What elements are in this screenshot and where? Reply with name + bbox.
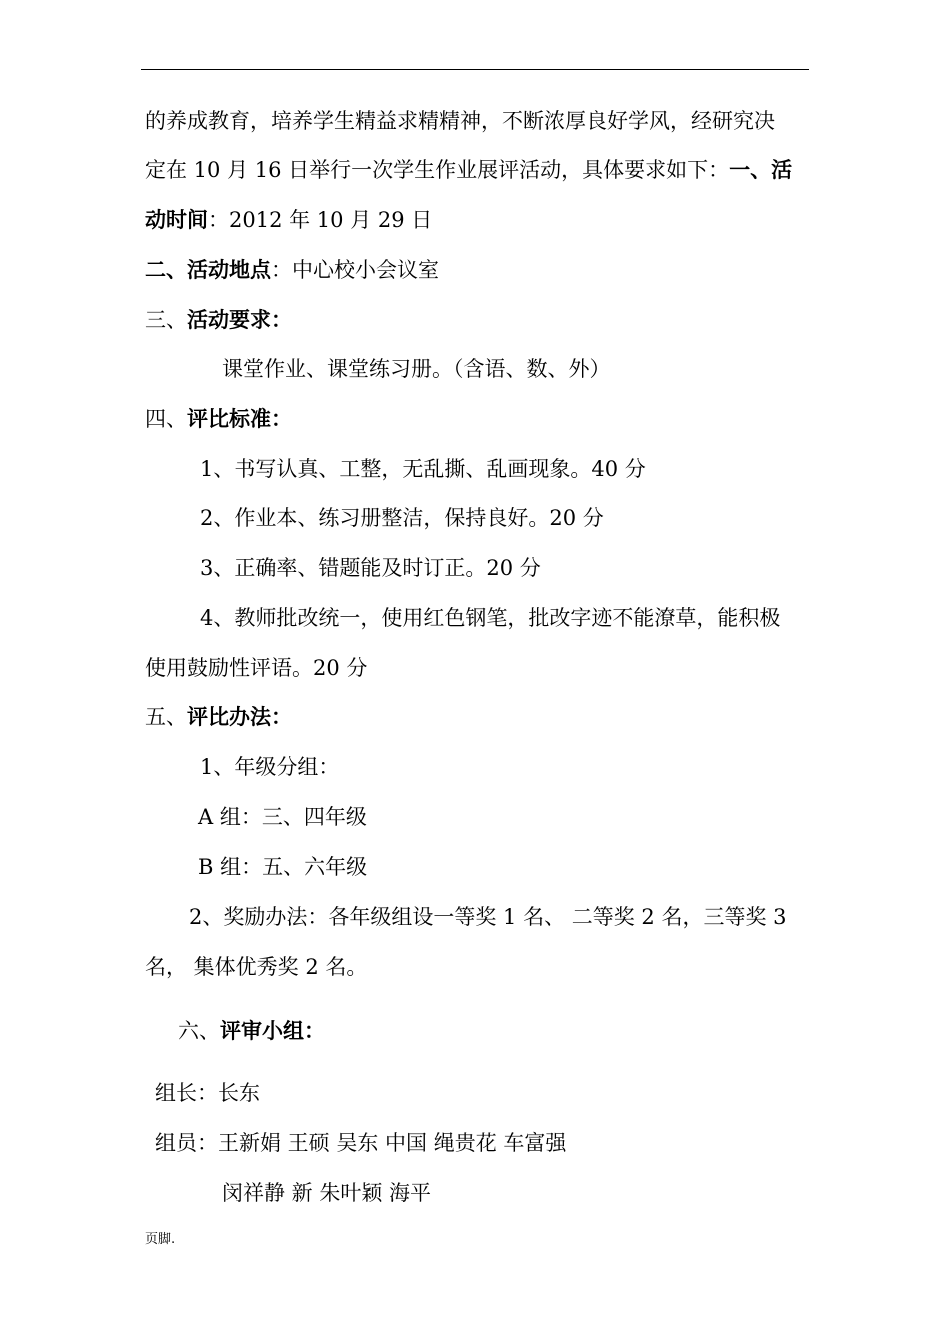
criterion-item: 2、作业本、练习册整洁，保持良好。20 分 <box>200 506 604 530</box>
intro-line-3 <box>145 205 432 235</box>
section6-heading: 评审小组： <box>220 1018 325 1043</box>
reward-line-1: 2、奖励办法：各年级组设一等奖 1 名、 二等奖 2 名，三等奖 3 <box>189 905 787 929</box>
section2-line <box>145 255 439 285</box>
intro-line-2-text: 定在 10 月 16 日举行一次学生作业展评活动，具体要求如下： <box>145 158 730 182</box>
intro-line-1: 的养成教育，培养学生精益求精精神，不断浓厚良好学风，经研究决 <box>145 109 775 133</box>
section1-heading-start: 一、活 <box>729 157 793 182</box>
members-line-1 <box>155 1128 566 1158</box>
group-a: A 组：三、四年级 <box>198 805 367 829</box>
grade-group-title: 1、年级分组： <box>200 755 340 779</box>
activity-time: ：2012 年 10 月 29 日 <box>208 208 433 232</box>
leader-name: 长东 <box>218 1081 260 1105</box>
members-names: 王新娟 王硕 吴东 中国 绳贵花 车富强 <box>218 1131 567 1155</box>
leader-label: 组长： <box>155 1081 218 1105</box>
members-label: 组员： <box>155 1131 218 1155</box>
section5-prefix: 五、 <box>145 705 187 729</box>
section3-prefix: 三、 <box>145 308 187 332</box>
section1-heading-end: 动时间 <box>145 207 208 232</box>
section2-heading: 二、活动地点 <box>145 257 271 282</box>
section4-heading: 评比标准： <box>187 406 292 431</box>
members-line-2: 闵祥静 新 朱叶颖 海平 <box>222 1181 432 1205</box>
criterion-item: 3、正确率、错题能及时订正。20 分 <box>200 556 541 580</box>
section4-line <box>145 404 292 434</box>
section3-item: 课堂作业、课堂练习册。（含语、数、外） <box>222 357 611 381</box>
section4-prefix: 四、 <box>145 407 187 431</box>
section6-line <box>178 1016 325 1046</box>
group-b: B 组：五、六年级 <box>198 855 368 879</box>
page-footer: 页脚. <box>145 1232 176 1247</box>
criterion-item: 1、书写认真、工整，无乱撕、乱画现象。40 分 <box>200 457 646 481</box>
section3-heading: 活动要求： <box>187 307 292 332</box>
section5-heading: 评比办法： <box>187 704 292 729</box>
activity-location: ：中心校小会议室 <box>271 258 439 282</box>
intro-line-2 <box>145 155 792 185</box>
section5-line <box>145 702 292 732</box>
section6-prefix: 六、 <box>178 1019 220 1043</box>
leader-line <box>155 1078 260 1108</box>
reward-line-2: 名， 集体优秀奖 2 名。 <box>145 955 368 979</box>
criterion-item-continuation: 使用鼓励性评语。20 分 <box>145 656 368 680</box>
section3-line <box>145 305 292 335</box>
criterion-item: 4、教师批改统一，使用红色钢笔，批改字迹不能潦草，能积极 <box>200 606 781 630</box>
header-rule <box>141 69 809 70</box>
